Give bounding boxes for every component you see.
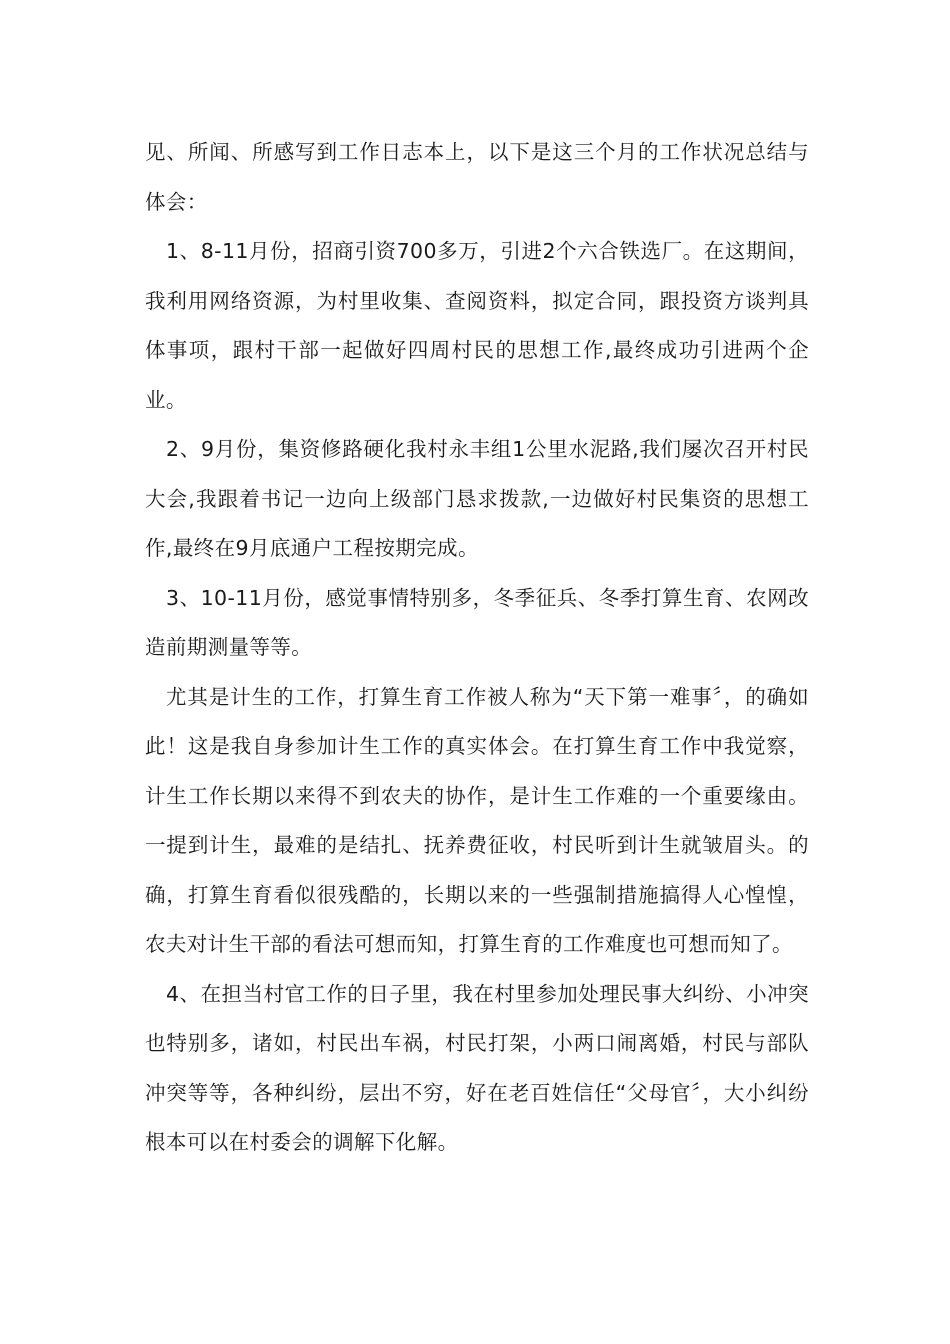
paragraph-item-3: 3、10-11月份，感觉事情特别多，冬季征兵、冬季打算生育、农网改造前期测量等等。 [145,585,809,659]
paragraph-family-planning: 尤其是计生的工作，打算生育工作被人称为“天下第一难事〞，的确如此！这是我自身参加计生工作的真实体会。在打算生育工作中我觉察，计生工作长期以来得不到农夫的协作，是计生工作难的一个重要缘由。一提到计生，最难的是结扎、抚养费征收，村民听到计生就皱眉头。的确，打算生育看似很残酷的，长期以来的一些强制措施搞得人心惶惶，农夫对计生干部的看法可想而知，打算生育的工作难度也可想而知了。 [145,684,809,956]
paragraph-item-2: 2、9月份，集资修路硬化我村永丰组1公里水泥路,我们屡次召开村民大会,我跟着书记一边向上级部门恳求拨款,一边做好村民集资的思想工作,最终在9月底通户工程按期完成。 [145,437,809,560]
paragraph-intro: 见、所闻、所感写到工作日志本上，以下是这三个月的工作状况总结与体会： [145,140,809,214]
paragraph-item-1: 1、8-11月份，招商引资700多万，引进2个六合铁选厂。在这期间，我利用网络资源，为村里收集、查阅资料，拟定合同，跟投资方谈判具体事项，跟村干部一起做好四周村民的思想工作,最终成功引进两个企业。 [145,239,809,412]
paragraph-item-4: 4、在担当村官工作的日子里，我在村里参加处理民事大纠纷、小冲突也特别多，诸如，村民出车祸，村民打架，小两口闹离婚，村民与部队冲突等等，各种纠纷，层出不穷，好在老百姓信任“父母官〞，大小纠纷根本可以在村委会的调解下化解。 [145,981,809,1154]
document-body [145,128,809,1168]
